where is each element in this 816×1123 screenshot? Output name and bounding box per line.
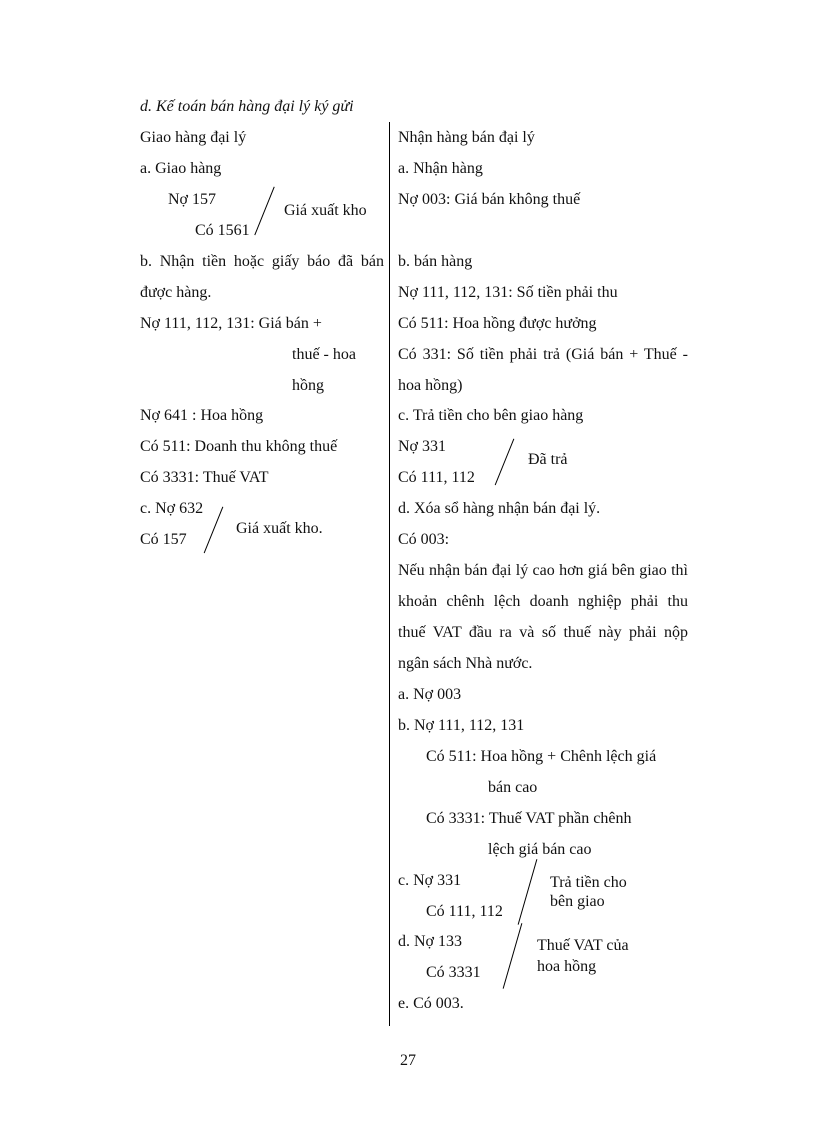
right-c-slash <box>495 439 515 486</box>
right-p-c-debit: c. Nợ 331 <box>398 872 462 889</box>
left-b-641: Nợ 641 : Hoa hồng <box>140 407 264 424</box>
right-b-debit: Nợ 111, 112, 131: Số tiền phải thu <box>398 284 618 301</box>
left-c-slash <box>204 507 224 554</box>
right-d-credit: Có 003: <box>398 531 450 548</box>
right-b-511: Có 511: Hoa hồng được hưởng <box>398 315 597 332</box>
right-b-title: b. bán hàng <box>398 253 473 270</box>
left-a-credit: Có 1561 <box>195 222 250 239</box>
left-b-cont1: thuế - hoa <box>292 346 356 363</box>
left-c-note: Giá xuất kho. <box>236 520 323 537</box>
left-a-title: a. Giao hàng <box>140 160 222 177</box>
section-heading: d. Kế toán bán hàng đại lý ký gửi <box>140 98 354 115</box>
right-c-credit: Có 111, 112 <box>398 469 475 486</box>
left-b-debit: Nợ 111, 112, 131: Giá bán + <box>140 315 322 332</box>
right-p-b-3331-cont: lệch giá bán cao <box>488 841 592 858</box>
right-p-c-note2: bên giao <box>550 893 605 910</box>
left-a-note: Giá xuất kho <box>284 202 367 219</box>
right-p-b-3331: Có 3331: Thuế VAT phần chênh <box>426 810 632 827</box>
left-b-cont2: hồng <box>292 377 324 394</box>
right-paragraph: Nếu nhận bán đại lý cao hơn giá bên giao thì khoản chênh lệch doanh nghiệp phải thu thuế VAT đầu ra và số thuế này phải nộp ngân sách Nhà nước. <box>398 562 688 672</box>
right-d-title: d. Xóa sổ hàng nhận bán đại lý. <box>398 500 601 517</box>
left-a-slash <box>254 187 275 236</box>
left-c-credit: Có 157 <box>140 531 187 548</box>
left-col-title: Giao hàng đại lý <box>140 129 247 146</box>
right-p-b-511-cont: bán cao <box>488 779 538 796</box>
page-number: 27 <box>400 1052 416 1069</box>
left-a-debit: Nợ 157 <box>168 191 217 208</box>
column-divider <box>389 122 390 1026</box>
left-b-text: b. Nhận tiền hoặc giấy báo đã bán được hàng. <box>140 253 384 301</box>
right-a-line: Nợ 003: Giá bán không thuế <box>398 191 581 208</box>
right-p-c-note1: Trả tiền cho <box>550 874 627 891</box>
right-p-d-slash <box>503 923 523 989</box>
right-col-title: Nhận hàng bán đại lý <box>398 129 535 146</box>
right-a-title: a. Nhận hàng <box>398 160 483 177</box>
right-p-a: a. Nợ 003 <box>398 686 462 703</box>
right-c-debit: Nợ 331 <box>398 438 447 455</box>
left-b-511: Có 511: Doanh thu không thuế <box>140 438 338 455</box>
right-p-b: b. Nợ 111, 112, 131 <box>398 717 525 734</box>
right-c-title: c. Trả tiền cho bên giao hàng <box>398 407 584 424</box>
left-b-3331: Có 3331: Thuế VAT <box>140 469 269 486</box>
right-p-c-slash <box>518 859 538 925</box>
right-p-b-511: Có 511: Hoa hồng + Chênh lệch giá <box>426 748 657 765</box>
right-p-d-credit: Có 3331 <box>426 964 481 981</box>
right-p-d-note2: hoa hồng <box>537 958 597 975</box>
right-p-e: e. Có 003. <box>398 995 464 1012</box>
right-p-c-credit: Có 111, 112 <box>426 903 503 920</box>
right-b-331: Có 331: Số tiền phải trả (Giá bán + Thuế - hoa hồng) <box>398 346 688 394</box>
right-p-d-debit: d. Nợ 133 <box>398 933 463 950</box>
right-c-note: Đã trả <box>528 451 568 468</box>
left-c-debit: c. Nợ 632 <box>140 500 204 517</box>
right-p-d-note1: Thuế VAT của <box>537 937 629 954</box>
